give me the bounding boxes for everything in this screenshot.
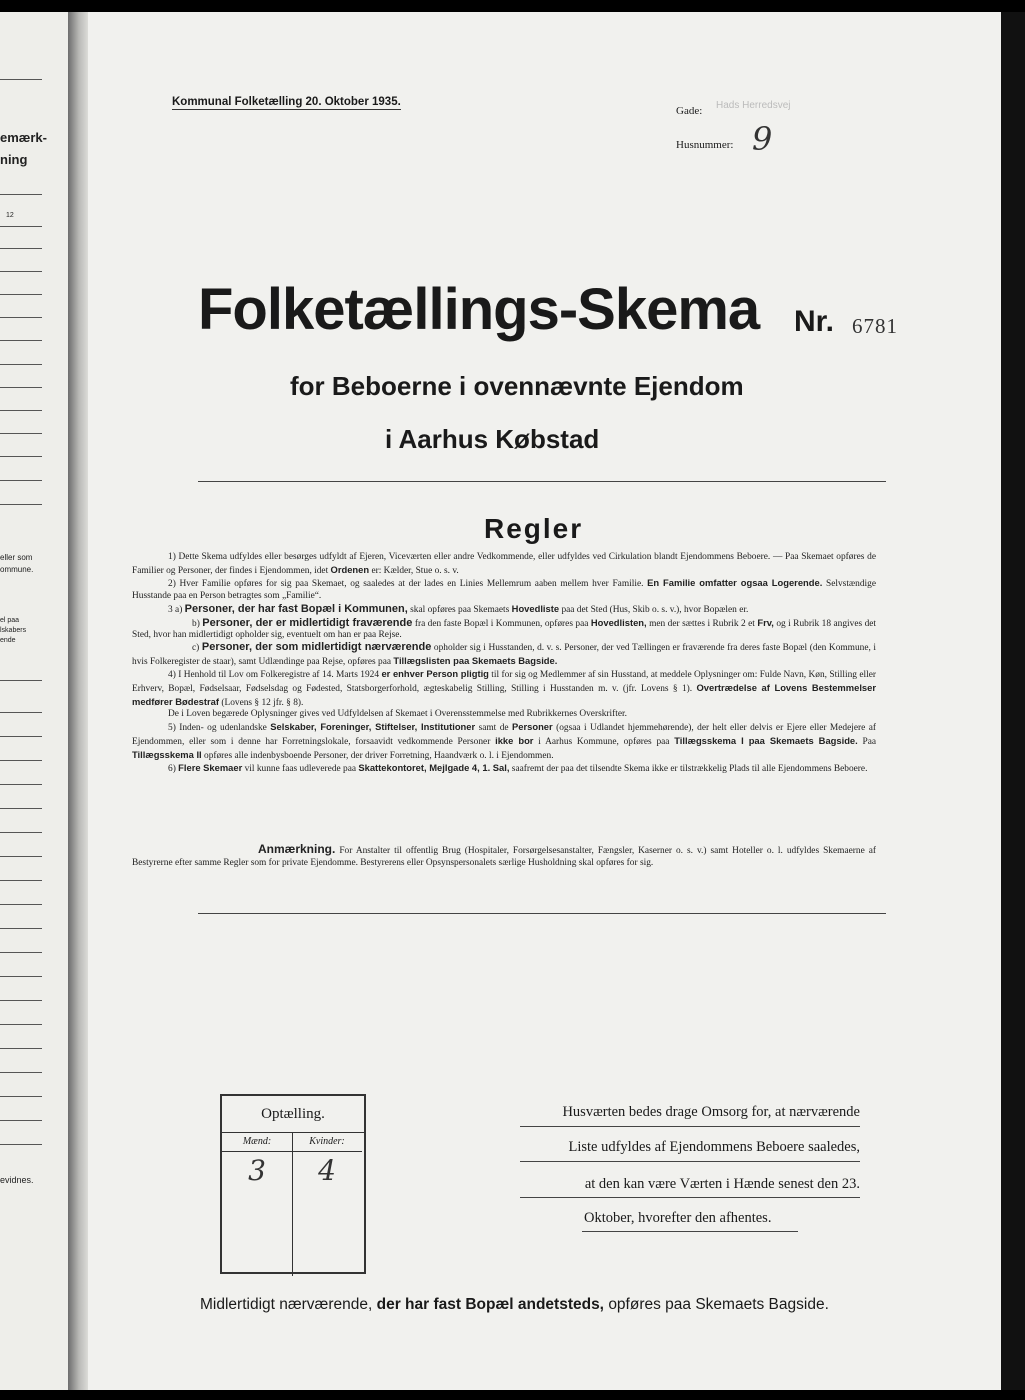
footer-note-b: der har fast Bopæl andetsteds, xyxy=(376,1296,604,1313)
rule-4: 4) I Henhold til Lov om Folkeregistre af 14. Marts 1924 er enhver Person pligtig til for sig og Medlemmer af sin Husstand, at meddele Oplysninger om: Fulde Navn, Køn, Stilling eller Erhverv, Bopæl, Fødselsaar, Fødselsdag og Fødested, Statsborgerforhold, ægteskabelig Stilling, Stilling i Husstanden m. v. (jfr. Lovens § 1). Overtrædelse af Lovens Bestemmelser medfører Bødestraf (Lovens § 12 jfr. § 8). xyxy=(132,668,877,708)
left-rule xyxy=(0,294,42,295)
anmaerkning-label: Anmærkning. xyxy=(258,842,336,856)
left-rule xyxy=(0,1000,42,1001)
kvinder-column xyxy=(292,1133,362,1276)
notice-line-3: at den kan være Værten i Hænde senest den 23. xyxy=(584,1176,860,1192)
rule-1: 1) Dette Skema udfyldes eller besørges udfyldt af Ejeren, Viceværten eller andre Vedkommende, eller udfyldes ved Cirkulation blandt Ejendommens Beboere. — Paa Skemaet opføres de Familier og Personer, der findes i Ejendommen, idet Ordenen er: Kælder, Stue o. s. v. xyxy=(132,552,876,576)
gade-value: Hads Herredsvej xyxy=(716,100,791,111)
left-rule xyxy=(0,784,42,785)
left-text: ende xyxy=(0,637,16,644)
footer-note-a: Midlertidigt nærværende, xyxy=(200,1296,373,1313)
left-rule xyxy=(0,952,42,953)
rule-2: 2) Hver Familie opføres for sig paa Skemaet, og saaledes at der lades en Linies Mellemrum aaben mellem hver Familie. En Familie omfatter ogsaa Logerende. Selvstændige Husstande paa en Person betragtes som „Familie“. xyxy=(132,577,877,602)
count-box xyxy=(220,1094,366,1274)
footer-note xyxy=(200,1296,829,1314)
left-text: ommune. xyxy=(0,565,34,574)
rule-5: 5) Inden- og udenlandske Selskaber, Foreninger, Stiftelser, Institutioner samt de Personer (ogsaa i Udlandet hjemmehørende), der helt eller delvis er Ejere eller Medejere af Ejendommen, eller som i denne har Forretningslokale, forsaavidt vedkommende Personer ikke bor i Aarhus Kommune, opføres paa Tillægsskema I paa Skemaets Bagside. Paa Tillægsskema II opføres alle indenbysboende Personer, der driver Forretning, Haandværk o. l. i Ejendommen. xyxy=(132,721,877,761)
notice-line-4: Oktober, hvorefter den afhentes. xyxy=(584,1210,772,1226)
left-text: 12 xyxy=(6,212,14,219)
notice-rule xyxy=(520,1126,860,1127)
left-text: eller som xyxy=(0,553,33,562)
left-rule xyxy=(0,317,42,318)
notice-rule xyxy=(520,1197,860,1198)
gade-label: Gade: xyxy=(676,105,703,117)
left-rule xyxy=(0,226,42,227)
divider-top xyxy=(198,481,886,482)
rule-6: 6) Flere Skemaer vil kunne faas udleverede paa Skattekontoret, Mejlgade 4, 1. Sal, saafremt der paa det tilsendte Skema ikke er tilstrækkelig Plads til alle Ejendommens Beboere. xyxy=(168,762,868,775)
form-subtitle-1: for Beboerne i ovennævnte Ejendom xyxy=(290,371,744,401)
left-rule xyxy=(0,760,42,761)
rule-3b: b) Personer, der er midlertidigt fraværende fra den faste Bopæl i Kommunen, opføres paa Hovedlisten, men der sættes i Rubrik 2 et Frv, og i Rubrik 18 angives det Sted, hvor han midlertidigt opholder sig, eventuelt om han er paa Rejse. xyxy=(132,616,877,641)
left-rule xyxy=(0,1048,42,1049)
left-text: evidnes. xyxy=(0,1175,34,1185)
left-rule xyxy=(0,736,42,737)
left-rule xyxy=(0,976,42,977)
form-subtitle-2: i Aarhus Købstad xyxy=(385,424,600,454)
left-rule xyxy=(0,194,42,195)
notice-rule xyxy=(520,1161,860,1162)
left-text: lskabers xyxy=(0,627,27,634)
left-rule xyxy=(0,504,42,505)
rule-3c: c) Personer, der som midlertidigt nærværende opholder sig i Husstanden, d. v. s. Personer, der ved Tællingen er fraværende fra deres faste Bopæl (den Kommune, i hvis Folkeregister de staar), samt Udlændinge paa Rejse, opføres paa Tillægslisten paa Skemaets Bagside. xyxy=(132,640,877,667)
notice-line-2: Liste udfyldes af Ejendommens Beboere saaledes, xyxy=(568,1139,860,1155)
notice-line-1: Husværten bedes drage Omsorg for, at nærværende xyxy=(562,1104,860,1120)
kvinder-label: Kvinder: xyxy=(292,1133,362,1152)
kvinder-value: 4 xyxy=(318,1154,336,1187)
left-rule xyxy=(0,480,42,481)
left-rule xyxy=(0,456,42,457)
rules-text xyxy=(132,552,876,776)
left-rule xyxy=(0,856,42,857)
left-rule xyxy=(0,433,42,434)
left-rule xyxy=(0,904,42,905)
census-header: Kommunal Folketælling 20. Oktober 1935. xyxy=(172,96,401,108)
husnummer-label: Husnummer: xyxy=(676,139,734,151)
footer-note-c: opføres paa Skemaets Bagside. xyxy=(608,1296,829,1313)
left-rule xyxy=(0,832,42,833)
nr-value: 6781 xyxy=(852,314,898,338)
left-rule xyxy=(0,364,42,365)
rules-heading: Regler xyxy=(484,513,584,544)
left-rule xyxy=(0,340,42,341)
left-rule xyxy=(0,880,42,881)
left-rule xyxy=(0,79,42,80)
left-rule xyxy=(0,808,42,809)
husnummer-value: 9 xyxy=(752,120,773,158)
maend-label: Mænd: xyxy=(222,1133,292,1152)
rule-4-note: De i Loven begærede Oplysninger gives ved Udfyldelsen af Skemaet i Overensstemmelse med Rubrikkernes Overskrifter. xyxy=(168,709,627,720)
left-text: el paa xyxy=(0,617,20,624)
anmaerkning-text: For Anstalter til offentlig Brug (Hospitaler, Forsørgelsesanstalter, Fængsler, Kaserner o. s. v.) samt Hoteller o. l. udfyldes Skemaerne af Bestyrerne efter samme Regler som for private Ejendomme. Bestyrerens eller Opsynspersonalets særlige Husholdning skal opføres for sig. xyxy=(132,846,876,868)
left-page-fragment xyxy=(0,12,68,1390)
count-box-title: Optælling. xyxy=(222,1096,364,1133)
left-rule xyxy=(0,928,42,929)
divider-bottom xyxy=(198,913,886,914)
form-title: Folketællings-Skema xyxy=(198,277,760,342)
left-rule xyxy=(0,248,42,249)
rule-3a: 3 a) Personer, der har fast Bopæl i Kommunen, skal opføres paa Skemaets Hovedliste paa det Sted (Hus, Skib o. s. v.), hvor Bopælen er. xyxy=(168,602,749,615)
anmaerkning xyxy=(132,844,876,869)
left-rule xyxy=(0,410,42,411)
maend-value: 3 xyxy=(248,1154,266,1187)
left-text: ning xyxy=(0,152,28,167)
left-rule xyxy=(0,1024,42,1025)
left-rule xyxy=(0,1144,42,1145)
nr-label: Nr. xyxy=(794,305,835,338)
left-rule xyxy=(0,1120,42,1121)
maend-column xyxy=(222,1133,293,1276)
left-rule xyxy=(0,1072,42,1073)
left-text: emærk- xyxy=(0,130,47,145)
left-rule xyxy=(0,271,42,272)
notice-rule xyxy=(582,1231,798,1232)
right-edge xyxy=(1001,12,1025,1390)
left-rule xyxy=(0,680,42,681)
left-rule xyxy=(0,712,42,713)
left-rule xyxy=(0,1096,42,1097)
book-gutter xyxy=(68,12,88,1390)
left-rule xyxy=(0,387,42,388)
